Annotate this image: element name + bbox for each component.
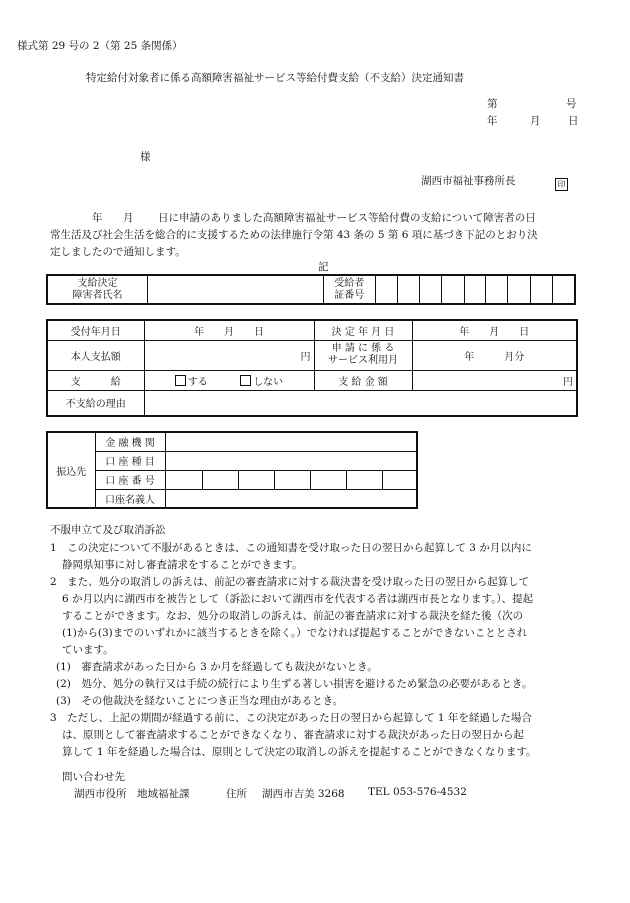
account-digit-box[interactable]	[202, 470, 238, 489]
decision-date-field[interactable]: 年 月 日	[412, 320, 577, 340]
appeal-item-2-line-5: ています。	[62, 644, 114, 656]
recipient-name-label: 支給決定 障害者氏名	[47, 275, 147, 304]
yen-unit: 円	[300, 351, 311, 363]
payment-options	[144, 370, 314, 390]
contact-address: 湖西市吉美 3268	[262, 788, 345, 800]
account-type-field[interactable]	[165, 451, 417, 470]
account-digit-box[interactable]	[382, 470, 417, 489]
document-title: 特定給付対象者に係る高額障害福祉サービス等給付費支給（不支給）決定通知書	[86, 72, 464, 84]
self-payment-field[interactable]	[144, 340, 314, 370]
denial-reason-label: 不支給の理由	[47, 390, 144, 416]
decision-date-label: 決 定 年 月 日	[314, 320, 412, 340]
cert-digit-box[interactable]	[486, 275, 508, 304]
service-month-label: 申 請 に 係 る サービス利用月	[314, 340, 412, 370]
checkbox-icon	[240, 375, 251, 386]
cert-number-label: 受給者 証番号	[323, 275, 375, 304]
recipient-name-field[interactable]	[147, 275, 323, 304]
contact-address-label: 住所	[226, 788, 247, 800]
appeal-item-2-line-2: 6 か月以内に湖西市を被告として（訴訟において湖西市を代表する者は湖西市長となります。）、提起	[62, 593, 534, 605]
service-month-field[interactable]: 年 月分	[412, 340, 577, 370]
cert-digit-box[interactable]	[552, 275, 575, 304]
date-month: 月	[530, 115, 541, 127]
appeal-item-2-line-4: (1)から(3)までのいずれかに該当するときを除く。）でなければ提起することができないこととされ	[62, 627, 528, 639]
account-digit-box[interactable]	[346, 470, 382, 489]
cert-digit-box[interactable]	[441, 275, 464, 304]
account-type-label: 口 座 種 目	[95, 451, 165, 470]
appeal-subitem-1: (1) 審査請求があった日から 3 か月を経過しても裁決がないとき。	[56, 661, 378, 673]
appeal-subitem-2: (2) 処分、処分の執行又は手続の続行により生ずる著しい損害を避けるため緊急の必要があるとき。	[56, 678, 533, 690]
cert-digit-box[interactable]	[420, 275, 442, 304]
date-year: 年	[487, 115, 498, 127]
addressee-sama: 様	[140, 151, 151, 163]
checkbox-icon	[175, 375, 186, 386]
cert-digit-box[interactable]	[464, 275, 486, 304]
appeal-item-2-line-1: 2 また、処分の取消しの訴えは、前記の審査請求に対する裁決書を受け取った日の翌日から起算して	[50, 576, 530, 588]
account-digit-box[interactable]	[238, 470, 274, 489]
appeal-item-1-line-2: 静岡県知事に対し審査請求をすることができます。	[62, 559, 303, 571]
account-digit-box[interactable]	[274, 470, 310, 489]
issuer-name: 湖西市福祉事務所長	[421, 175, 516, 187]
cert-digit-box[interactable]	[375, 275, 398, 304]
date-day: 日	[568, 115, 579, 127]
seal-text: 印	[555, 178, 568, 191]
contact-office: 湖西市役所 地域福祉課	[74, 788, 190, 800]
account-digit-box[interactable]	[165, 470, 202, 489]
account-holder-label: 口座名義人	[95, 489, 165, 508]
recipient-table	[46, 274, 576, 305]
appeal-item-3-line-2: は、原則として審査請求することができなくなり、審査請求に対する裁決があった日の翌日から起	[62, 729, 524, 741]
intro-month: 月	[123, 212, 134, 224]
appeal-item-3-line-1: 3 ただし、上記の期間が経過する前に、この決定があった日の翌日から起算して 1 年を経過した場合	[50, 712, 532, 724]
receipt-date-label: 受付年月日	[47, 320, 144, 340]
intro-line-3: 定しましたので通知します。	[50, 246, 186, 258]
appeal-item-2-line-3: することができます。なお、処分の取消しの訴えは、前記の審査請求に対する裁決を経た後（次の	[62, 610, 524, 622]
account-digit-box[interactable]	[310, 470, 346, 489]
self-payment-label: 本人支払額	[47, 340, 144, 370]
appeal-heading: 不服申立て及び取消訴訟	[50, 524, 166, 536]
bank-transfer-table	[46, 431, 418, 509]
intro-year: 年	[92, 212, 103, 224]
intro-line-1: 日に申請のありました高額障害福祉サービス等給付費の支給について障害者の日	[158, 212, 536, 224]
cert-digit-box[interactable]	[398, 275, 420, 304]
appeal-subitem-3: (3) その他裁決を経ないことにつき正当な理由があるとき。	[56, 695, 344, 707]
bank-name-field[interactable]	[165, 432, 417, 451]
payment-amount-field[interactable]	[412, 370, 577, 390]
payment-no-checkbox[interactable]: しない	[240, 377, 283, 388]
contact-phone: TEL 053-576-4532	[368, 786, 467, 798]
account-holder-field[interactable]	[165, 489, 417, 508]
denial-reason-field[interactable]	[144, 390, 577, 416]
doc-number-go: 号	[566, 98, 577, 110]
contact-heading: 問い合わせ先	[62, 771, 125, 783]
payment-yes-checkbox[interactable]: する	[175, 377, 208, 388]
cert-digit-box[interactable]	[530, 275, 552, 304]
ki-label: 記	[318, 261, 329, 273]
receipt-date-field[interactable]: 年 月 日	[144, 320, 314, 340]
appeal-item-1-line-1: 1 この決定について不服があるときは、この通知書を受け取った日の翌日から起算して 3 か月以内に	[50, 542, 532, 554]
account-number-label: 口 座 番 号	[95, 470, 165, 489]
payment-label: 支 給	[47, 370, 144, 390]
bank-name-label: 金 融 機 関	[95, 432, 165, 451]
appeal-item-3-line-3: 算して 1 年を経過した場合は、原則として決定の取消しの訴えを提起することができなくなります。	[62, 746, 537, 758]
transfer-destination-label: 振込先	[47, 432, 95, 508]
yen-unit: 円	[563, 376, 573, 388]
doc-number-dai: 第	[487, 98, 498, 110]
payment-amount-label: 支 給 金 額	[314, 370, 412, 390]
form-number: 様式第 29 号の 2（第 25 条関係）	[17, 40, 183, 52]
seal-mark	[555, 172, 568, 191]
intro-line-2: 常生活及び社会生活を総合的に支援するための法律施行令第 43 条の 5 第 6 項に基づき下記のとおり決	[50, 229, 538, 241]
decision-table	[46, 319, 578, 417]
cert-digit-box[interactable]	[508, 275, 531, 304]
